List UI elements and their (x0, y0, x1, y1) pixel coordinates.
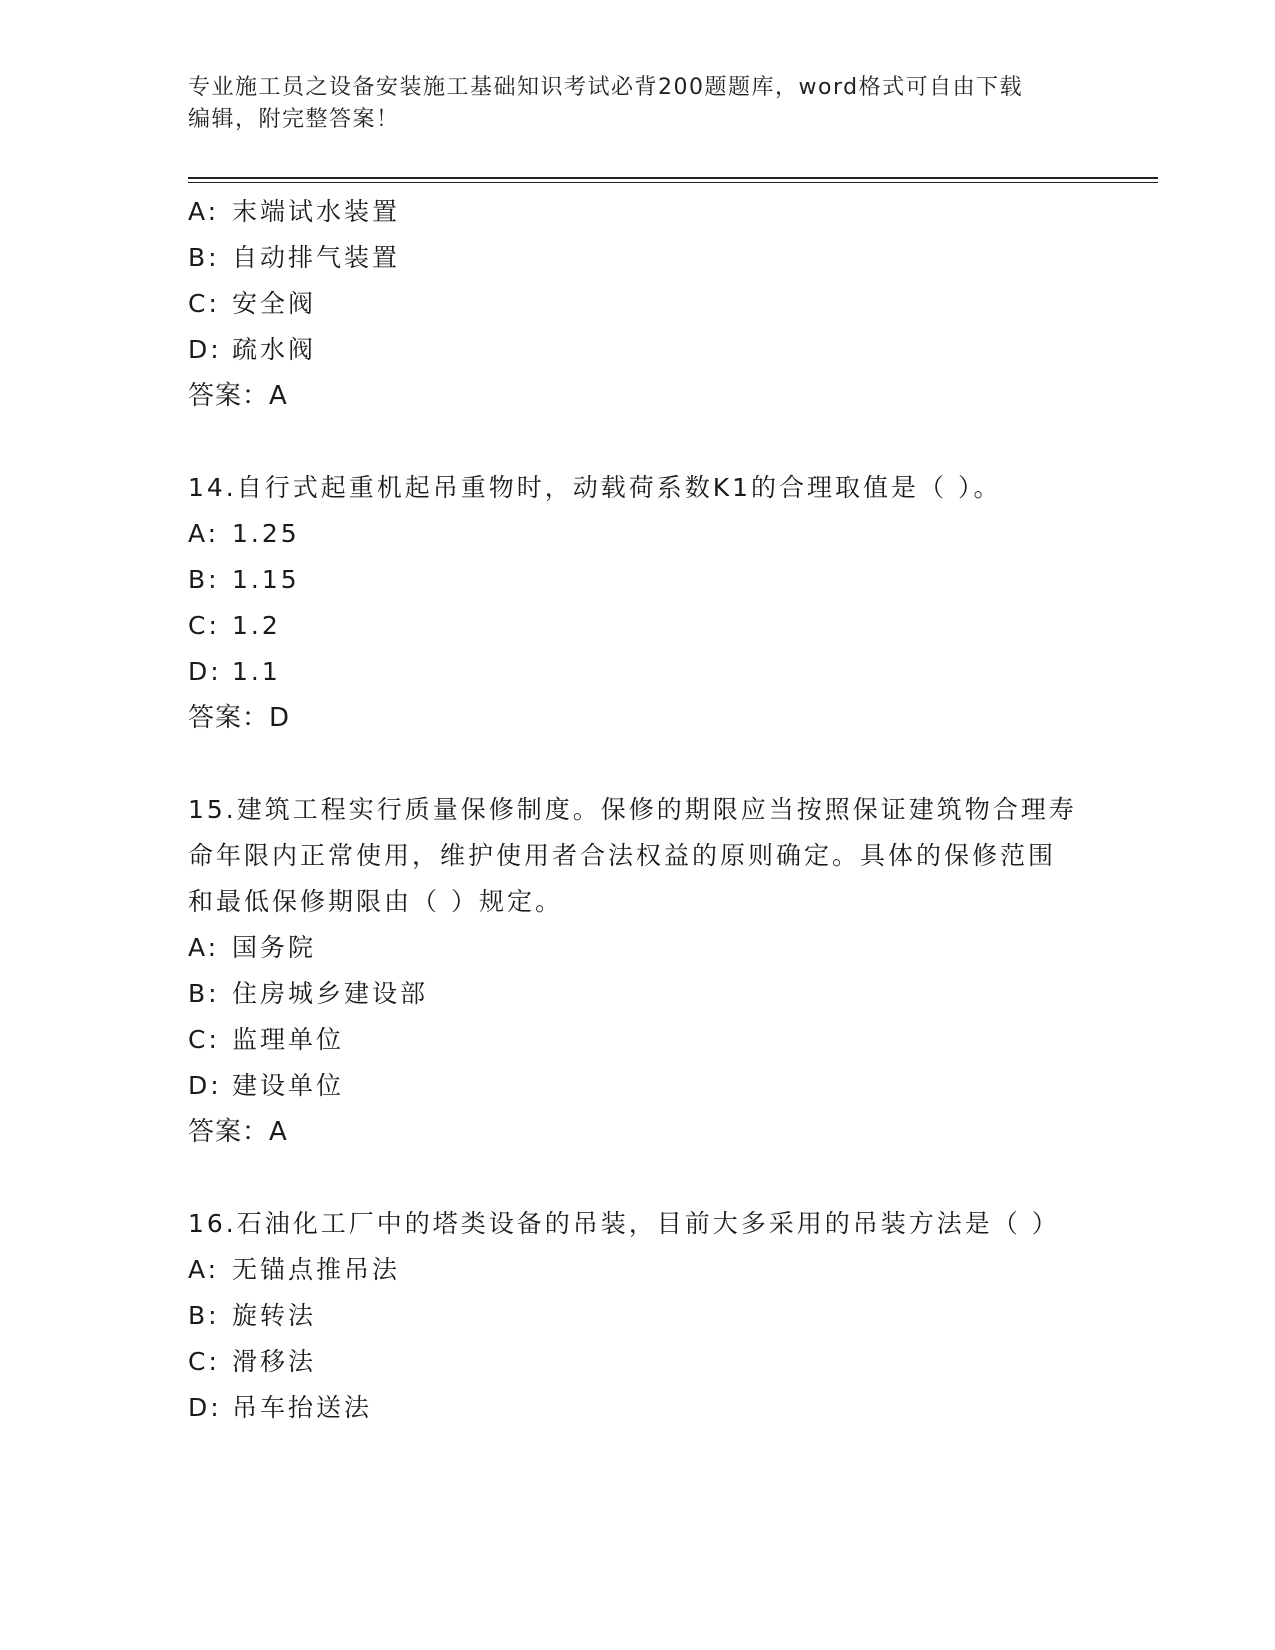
option-a: A: 1.25 (188, 519, 300, 548)
option-c: C: 1.2 (188, 611, 281, 640)
header-divider-thin (188, 182, 1158, 183)
question-13 (188, 189, 1078, 419)
option-d: D: 吊车抬送法 (188, 1393, 373, 1422)
spacer (188, 1155, 1078, 1201)
question-stem: 16.石油化工厂中的塔类设备的吊装，目前大多采用的吊装方法是（ ） (188, 1209, 1060, 1238)
document-header (188, 72, 1068, 136)
option-d: D: 疏水阀 (188, 335, 317, 364)
spacer (188, 741, 1078, 787)
question-15 (188, 787, 1078, 1155)
question-list (188, 189, 1078, 1431)
option-c: C: 监理单位 (188, 1025, 345, 1054)
question-14 (188, 465, 1078, 741)
question-stem: 14.自行式起重机起吊重物时，动载荷系数K1的合理取值是（ ）。 (188, 473, 1002, 502)
question-16 (188, 1201, 1078, 1431)
question-stem: 15.建筑工程实行质量保修制度。保修的期限应当按照保证建筑物合理寿命年限内正常使用，维护使用者合法权益的原则确定。具体的保修范围和最低保修期限由（ ）规定。 (188, 795, 1077, 916)
option-c: C: 安全阀 (188, 289, 317, 318)
option-a: A: 末端试水装置 (188, 197, 401, 226)
option-b: B: 住房城乡建设部 (188, 979, 429, 1008)
header-divider-thick (188, 177, 1158, 179)
header-line-2: 编辑，附完整答案！ (188, 107, 400, 132)
option-d: D: 1.1 (188, 657, 281, 686)
answer: 答案：D (188, 703, 291, 733)
option-a: A: 无锚点推吊法 (188, 1255, 401, 1284)
option-d: D: 建设单位 (188, 1071, 345, 1100)
answer: 答案：A (188, 381, 288, 411)
spacer (188, 419, 1078, 465)
option-c: C: 滑移法 (188, 1347, 317, 1376)
answer: 答案：A (188, 1117, 288, 1147)
header-line-1: 专业施工员之设备安装施工基础知识考试必背200题题库，word格式可自由下载 (188, 75, 1024, 100)
option-b: B: 1.15 (188, 565, 300, 594)
option-b: B: 旋转法 (188, 1301, 317, 1330)
option-b: B: 自动排气装置 (188, 243, 401, 272)
option-a: A: 国务院 (188, 933, 317, 962)
